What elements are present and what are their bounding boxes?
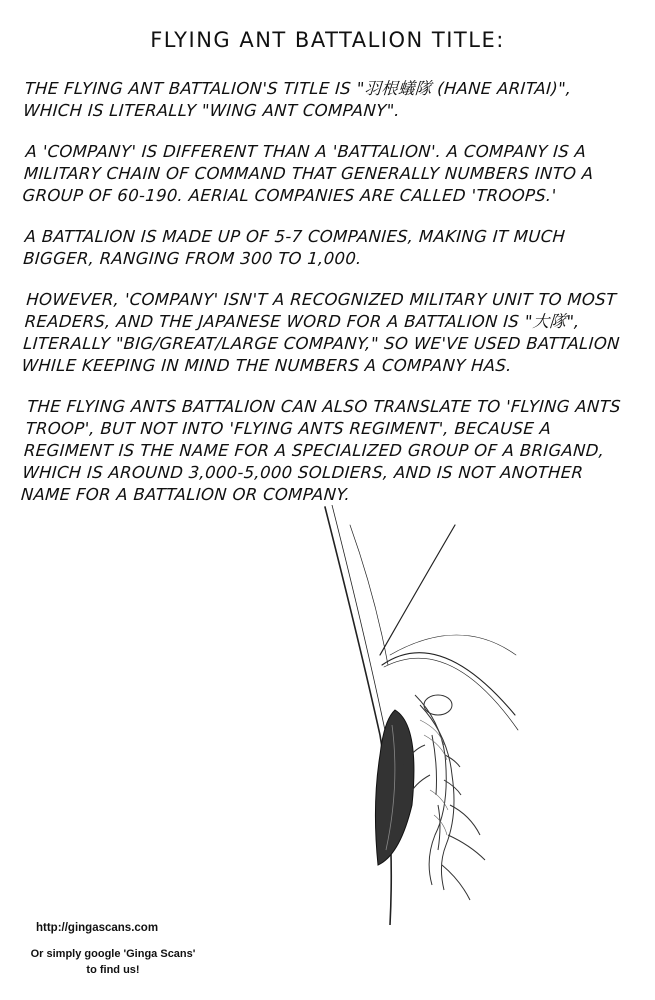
note-body: [20, 78, 634, 525]
cicada-on-grass-sketch-icon: [320, 505, 520, 925]
footer-note: Or simply google 'Ginga Scans' to find us!: [30, 948, 196, 976]
paragraph-battalion-definition: A BATTALION IS MADE UP OF 5-7 COMPANIES, MAKING IT MUCH BIGGER, RANGING FROM 300 TO 1,000.: [22, 227, 566, 268]
paragraph-translation-choice: HOWEVER, 'COMPANY' ISN'T A RECOGNIZED MILITARY UNIT TO MOST READERS, AND THE JAPANESE WORD FOR A BATTALION IS "大隊", LITERALLY "BIG/GREAT/LARGE COMPANY," SO WE'VE USED BATTALION WHILE KEEPING IN MIND THE NUMBERS A COMPANY HAS.: [21, 290, 621, 375]
paragraph-company-definition: A 'COMPANY' IS DIFFERENT THAN A 'BATTALION'. A COMPANY IS A MILITARY CHAIN OF COMMAND THAT GENERALLY NUMBERS INTO A GROUP OF 60-190. AERIAL COMPANIES ARE CALLED 'TROOPS.': [21, 142, 595, 205]
website-url: http://gingascans.com: [36, 922, 159, 934]
paragraph-title-meaning: THE FLYING ANT BATTALION'S TITLE IS "羽根蟻隊 (HANE ARITAI)", WHICH IS LITERALLY "WING ANT COMPANY".: [22, 79, 573, 120]
page-title: FLYING ANT BATTALION TITLE:: [150, 28, 505, 52]
paragraph-regiment-note: THE FLYING ANTS BATTALION CAN ALSO TRANSLATE TO 'FLYING ANTS TROOP', BUT NOT INTO 'FLYING ANTS REGIMENT', BECAUSE A REGIMENT IS THE NAME FOR A SPECIALIZED GROUP OF A BRIGAND, WHICH IS AROUND 3,000-5,000 SOLDIERS, AND IS NOT ANOTHER NAME FOR A BATTALION OR COMPANY.: [20, 397, 622, 504]
